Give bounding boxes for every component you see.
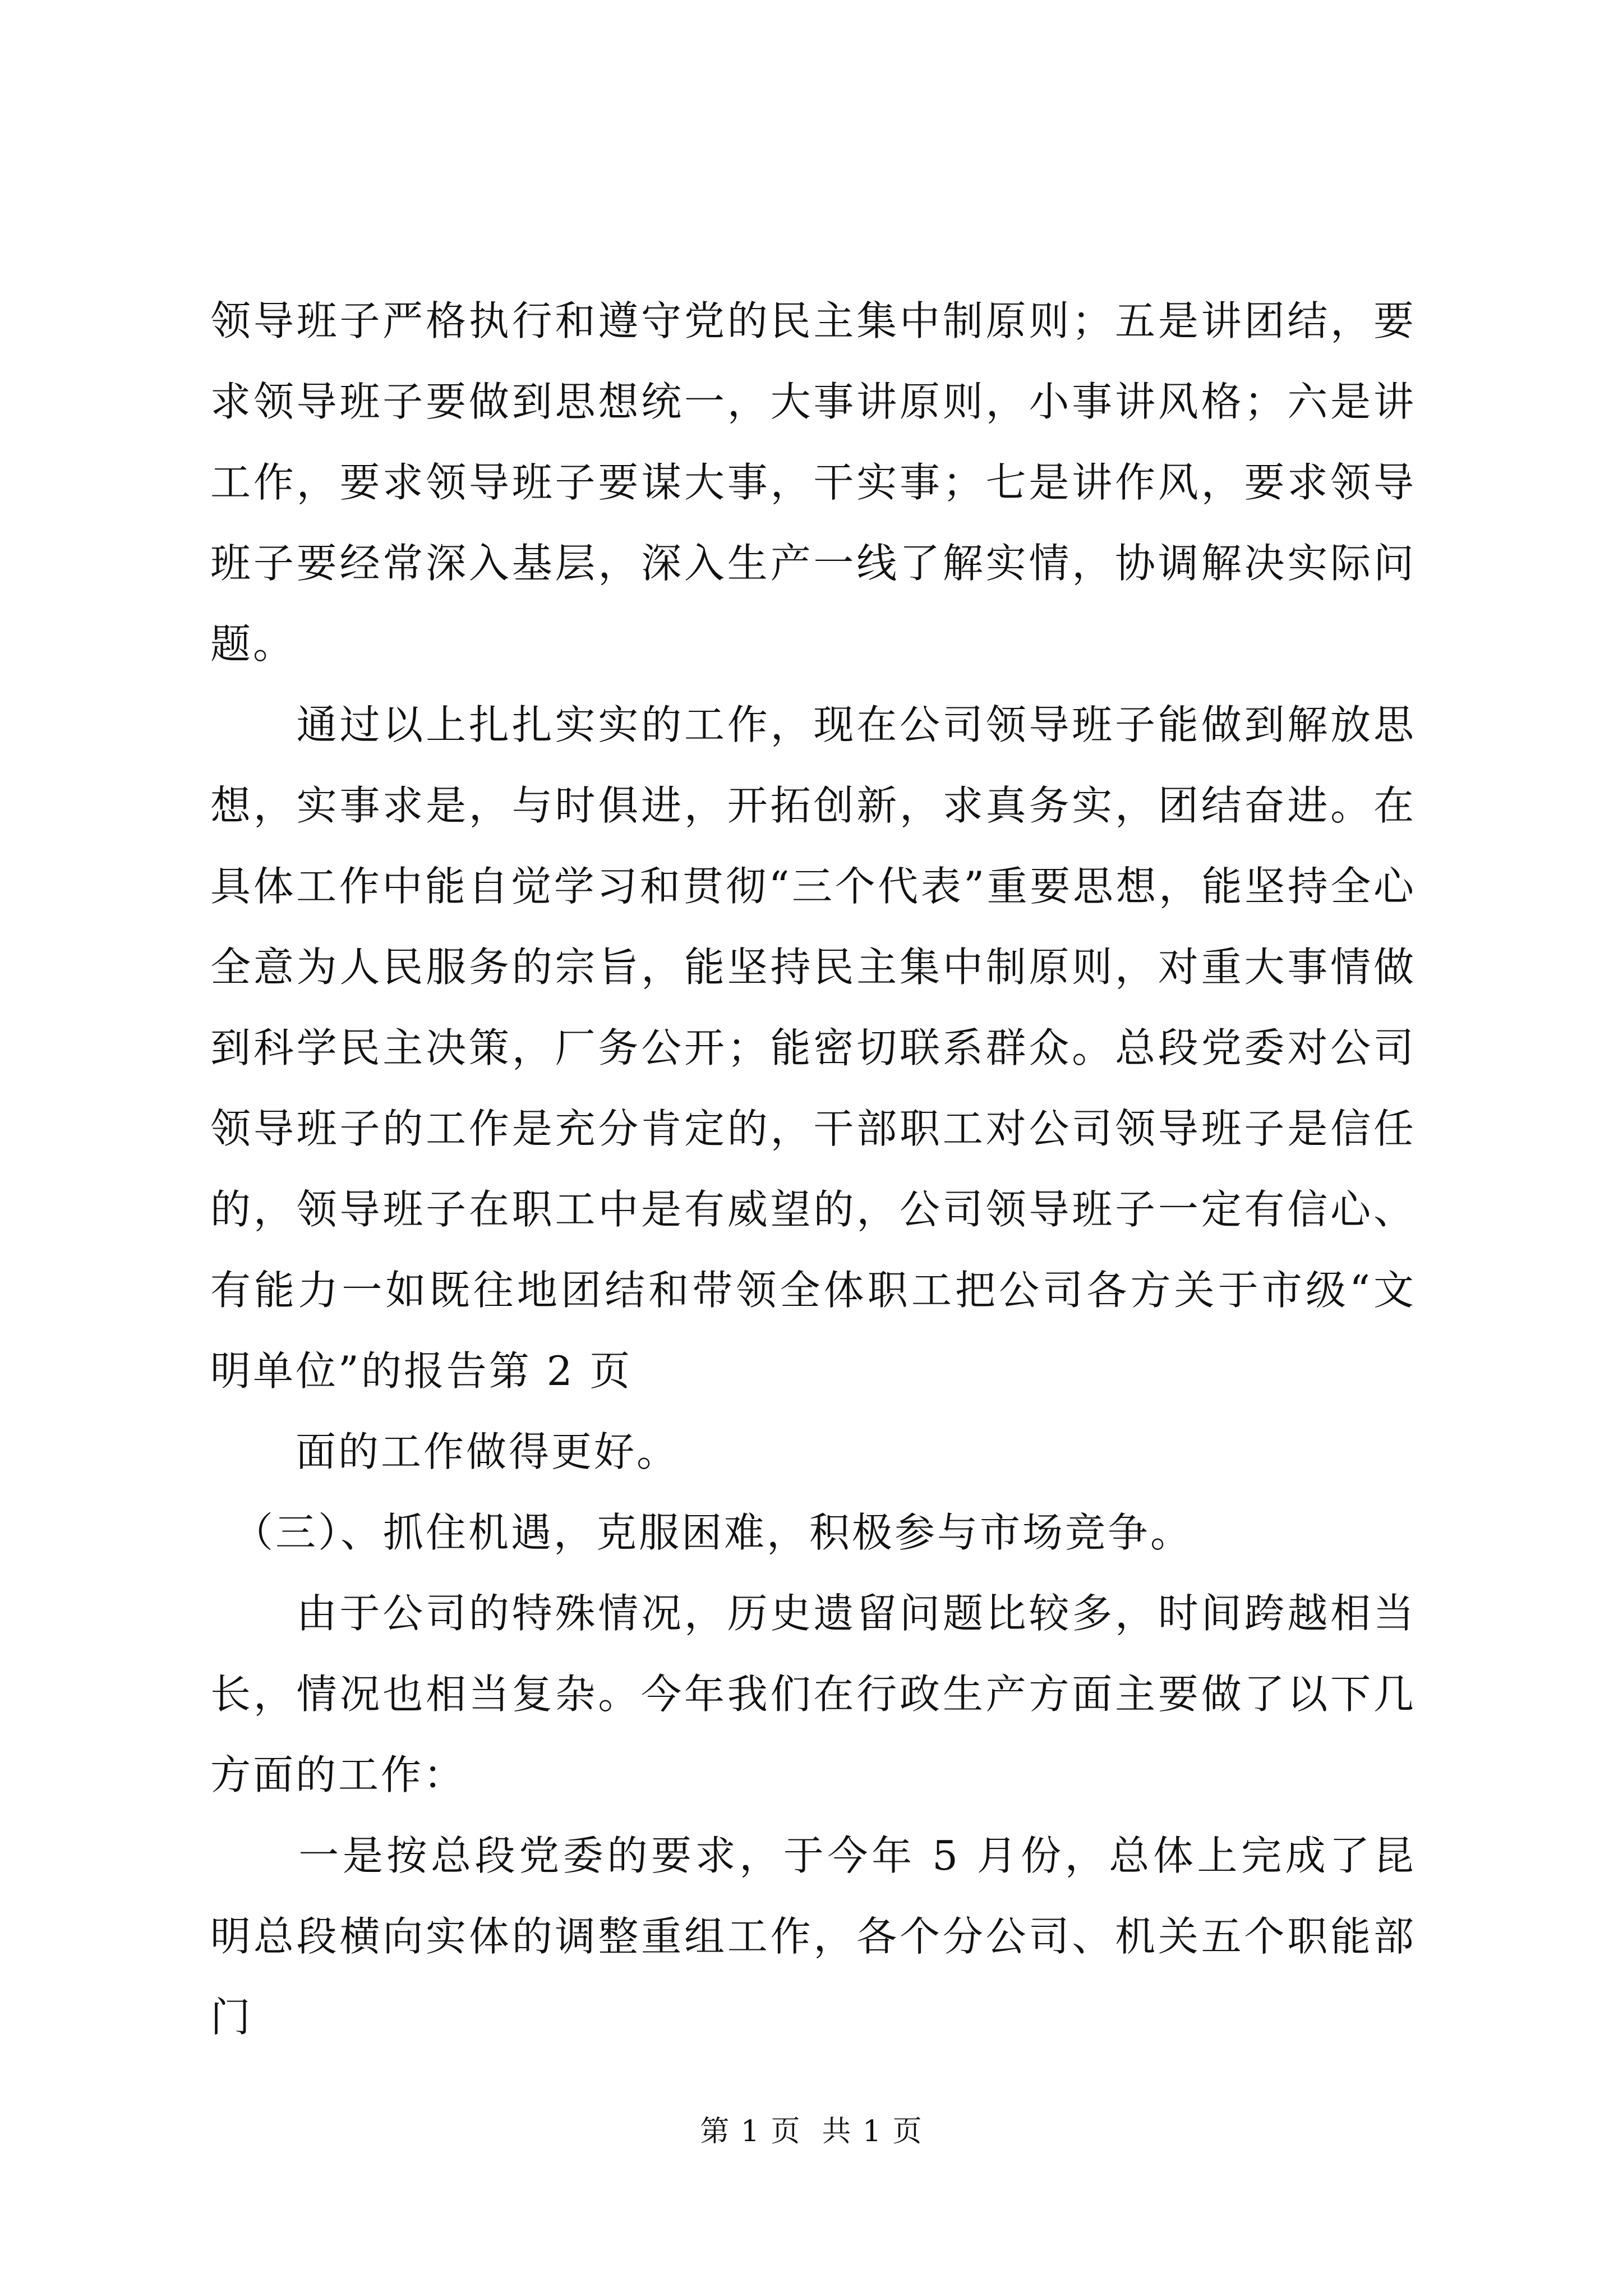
document-body: [210, 280, 1416, 2058]
paragraph-company-situation: 由于公司的特殊情况，历史遗留问题比较多，时间跨越相当长，情况也相当复杂。今年我们在行政生产方面主要做了以下几方面的工作：: [210, 1590, 1416, 1798]
paragraph-restructuring: 一是按总段党委的要求，于今年 5 月份，总体上完成了昆明总段横向实体的调整重组工作，各个分公司、机关五个职能部门: [210, 1832, 1416, 2041]
paragraph-work-results: 通过以上扎扎实实的工作，现在公司领导班子能做到解放思想，实事求是，与时俱进，开拓创新，求真务实，团结奋进。在具体工作中能自觉学习和贯彻“三个代表”重要思想，能坚持全心全意为人民服务的宗旨，能坚持民主集中制原则，对重大事情做到科学民主决策，厂务公开；能密切联系群众。总段党委对公司领导班子的工作是充分肯定的，干部职工对公司领导班子是信任的，领导班子在职工中是有威望的，公司领导班子一定有信心、有能力一如既往地团结和带领全体职工把公司各方关于市级“文明单位”的报告第 2 页: [210, 701, 1416, 1395]
paragraph-leadership-principles: 领导班子严格执行和遵守党的民主集中制原则；五是讲团结，要求领导班子要做到思想统一，大事讲原则，小事讲风格；六是讲工作，要求领导班子要谋大事，干实事；七是讲作风，要求领导班子要经常深入基层，深入生产一线了解实情，协调解决实际问题。: [210, 297, 1416, 668]
page-footer: 第 1 页 共 1 页: [700, 2115, 923, 2148]
section-heading-three: （三）、抓住机遇，克服困难，积极参与市场竞争。: [210, 1509, 1193, 1556]
paragraph-work-better: 面的工作做得更好。: [210, 1428, 680, 1475]
